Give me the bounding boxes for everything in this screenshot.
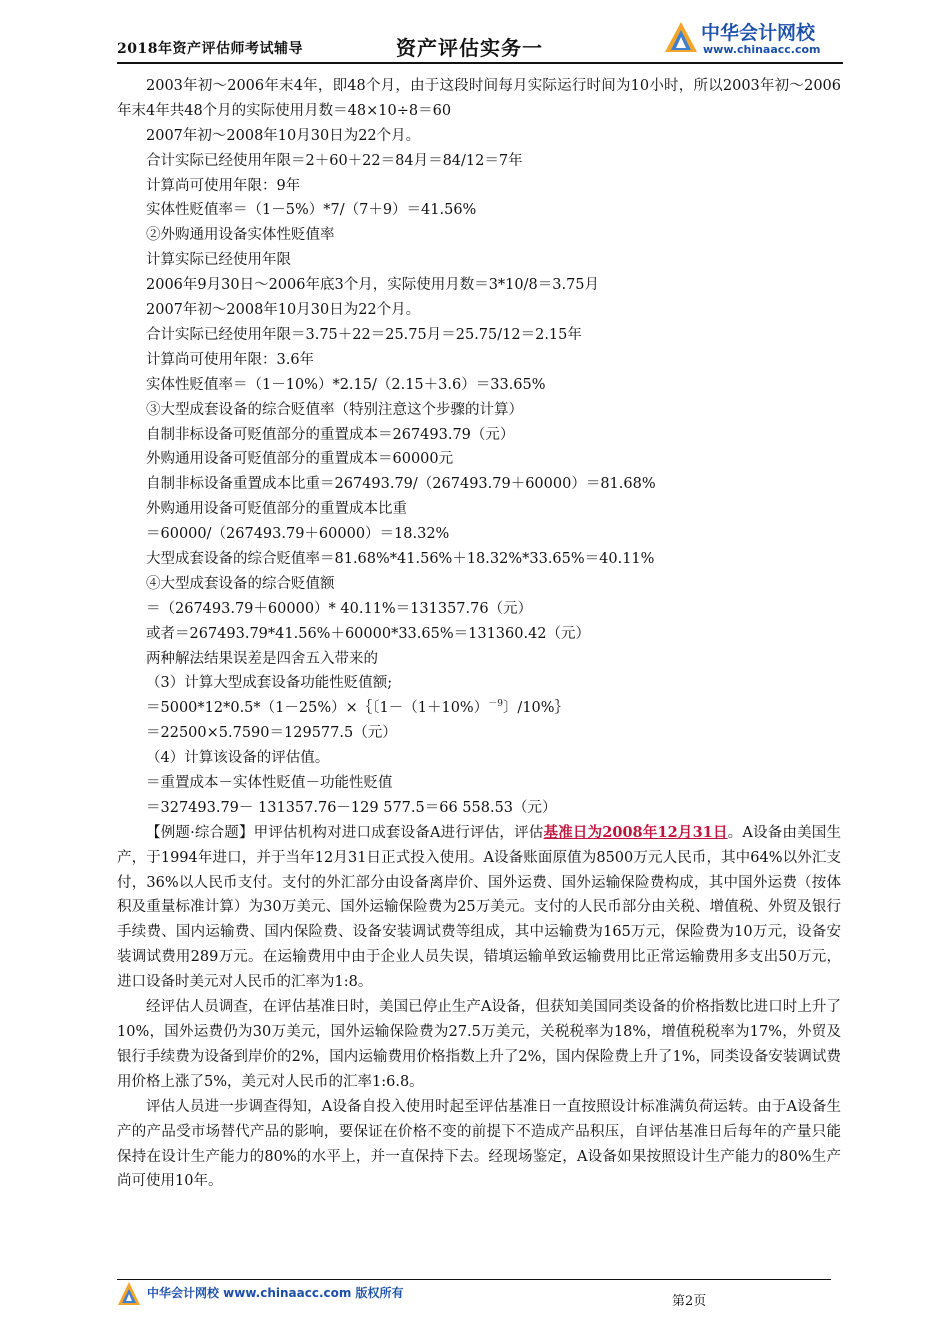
text-line: 2007年初～2008年10月30日为22个月。 [146, 127, 421, 144]
text-line: ＝22500×5.7590＝129577.5（元） [146, 725, 397, 742]
footer-copyright[interactable]: 中华会计网校 www.chinaacc.com 版权所有 [147, 1286, 404, 1300]
text-line: ＝327493.79－ 131357.76－129 577.5＝66 558.53（元） [146, 799, 557, 816]
example-text-before: 甲评估机构对进口成套设备A进行评估，评估 [253, 824, 544, 841]
example-paragraph [117, 821, 841, 995]
footer-logo-icon [117, 1281, 141, 1307]
course-title: 2018年资产评估师考试辅导 [117, 41, 303, 57]
footer-divider [117, 1279, 831, 1280]
example-label: 【例题·综合题】 [146, 824, 254, 841]
logo-title: 中华会计网校 [701, 22, 816, 44]
example-text-after: 。A设备由美国生产，于1994年进口，并于当年12月31日正式投入使用。A设备账面原值为8500万元人民币，其中64%以外汇支付，36%以人民币支付。支付的外汇部分由设备离岸价、国外运费、国外运输保险费构成，其中国外运费（按体积及重量标准计算）为30万美元、国外运输保险费为25万美元。支付的人民币部分由关税、增值税、外贸及银行手续费、国内运输费、国内保险费、设备安装调试费等组成，其中运输费为165万元，保险费为10万元，设备安装调试费用289万元。在运输费用中由于企业人员失误，错填运输单致运输费用比正常运输费用多支出50万元，进口设备时美元对人民币的汇率为1:8。 [117, 824, 841, 991]
text-line: 合计实际已经使用年限＝2＋60＋22＝84月＝84/12＝7年 [146, 152, 523, 169]
text-line: 大型成套设备的综合贬值率＝81.68%*41.56%＋18.32%*33.65%＝40.11% [146, 550, 655, 567]
text-line: ③大型成套设备的综合贬值率（特别注意这个步骤的计算） [146, 401, 523, 418]
intro-paragraph: 2003年初～2006年末4年，即48个月，由于这段时间每月实际运行时间为10小时，所以2003年初～2006年末4年共48个月的实际使用月数＝48×10÷8＝60 [117, 78, 841, 119]
text-line: ④大型成套设备的综合贬值额 [146, 575, 335, 592]
formula-exponent: －9 [488, 699, 503, 710]
logo-url[interactable]: www.chinaacc.com [703, 43, 821, 56]
text-line: 计算实际已经使用年限 [146, 252, 291, 269]
page-header [117, 16, 843, 60]
text-line: ＝60000/（267493.79＋60000）＝18.32% [146, 526, 450, 543]
text-line: 自制非标设备重置成本比重＝267493.79/（267493.79＋60000）＝81.68% [146, 476, 656, 493]
text-line: 或者＝267493.79*41.56%＋60000*33.65%＝131360.42（元） [146, 625, 591, 642]
text-line: 实体性贬值率＝（1－10%）*2.15/（2.15＋3.6）＝33.65% [146, 376, 546, 393]
document-title: 资产评估实务一 [396, 36, 543, 60]
logo-triangle-icon [663, 20, 699, 56]
survey-paragraph: 经评估人员调查，在评估基准日时，美国已停止生产A设备，但获知美国同类设备的价格指数比进口时上升了10%，国外运费仍为30万美元，国外运输保险费为27.5万美元，关税税率为18%，增值税税率为17%，外贸及银行手续费为设备到岸价的2%，国内运输费用价格指数上升了2%，国内保险费上升了1%，同类设备安装调试费用价格上涨了5%，美元对人民币的汇率1:6.8。 [117, 999, 841, 1090]
base-date-highlight: 基准日为2008年12月31日 [543, 823, 728, 841]
formula-prefix: ＝5000*12*0.5*（1－25%）×｛〔1－（1＋10%） [146, 700, 489, 717]
text-line: 2007年初～2008年10月30日为22个月。 [146, 302, 421, 319]
text-line: 计算尚可使用年限：9年 [146, 177, 301, 194]
text-line: 外购通用设备可贬值部分的重置成本比重 [146, 501, 407, 518]
text-line: 自制非标设备可贬值部分的重置成本＝267493.79（元） [146, 426, 515, 443]
text-line: 计算尚可使用年限：3.6年 [146, 351, 315, 368]
formula-suffix: 〕/10%｝ [502, 700, 570, 717]
text-line: 实体性贬值率＝（1－5%）*7/（7＋9）＝41.56% [146, 202, 477, 219]
text-line: ＝重置成本－实体性贬值－功能性贬值 [146, 774, 393, 791]
text-line: ②外购通用设备实体性贬值率 [146, 227, 335, 244]
header-divider [117, 62, 843, 64]
brand-logo[interactable] [663, 16, 843, 60]
text-line: ＝（267493.79＋60000）* 40.11%＝131357.76（元） [146, 600, 533, 617]
page-footer [117, 1281, 831, 1311]
formula-line [117, 696, 841, 721]
text-line: 2006年9月30日～2006年底3个月，实际使用月数＝3*10/8＝3.75月 [146, 277, 600, 294]
page-number: 第2页 [672, 1294, 707, 1309]
text-line: （4）计算该设备的评估值。 [146, 750, 330, 767]
usage-paragraph: 评估人员进一步调查得知，A设备自投入使用时起至评估基准日一直按照设计标准满负荷运转。由于A设备生产的产品受市场替代产品的影响，要保证在价格不变的前提下不造成产品积压，自评估基准日后每年的产量只能保持在设计生产能力的80%的水平上，并一直保持下去。经现场鉴定，A设备如果按照设计生产能力的80%生产尚可使用10年。 [117, 1098, 841, 1190]
text-line: 外购通用设备可贬值部分的重置成本＝60000元 [146, 451, 454, 468]
text-line: 合计实际已经使用年限＝3.75＋22＝25.75月＝25.75/12＝2.15年 [146, 326, 582, 343]
text-line: （3）计算大型成套设备功能性贬值额; [146, 675, 393, 692]
document-body [117, 74, 841, 1194]
text-line: 两种解法结果误差是四舍五入带来的 [146, 650, 378, 667]
